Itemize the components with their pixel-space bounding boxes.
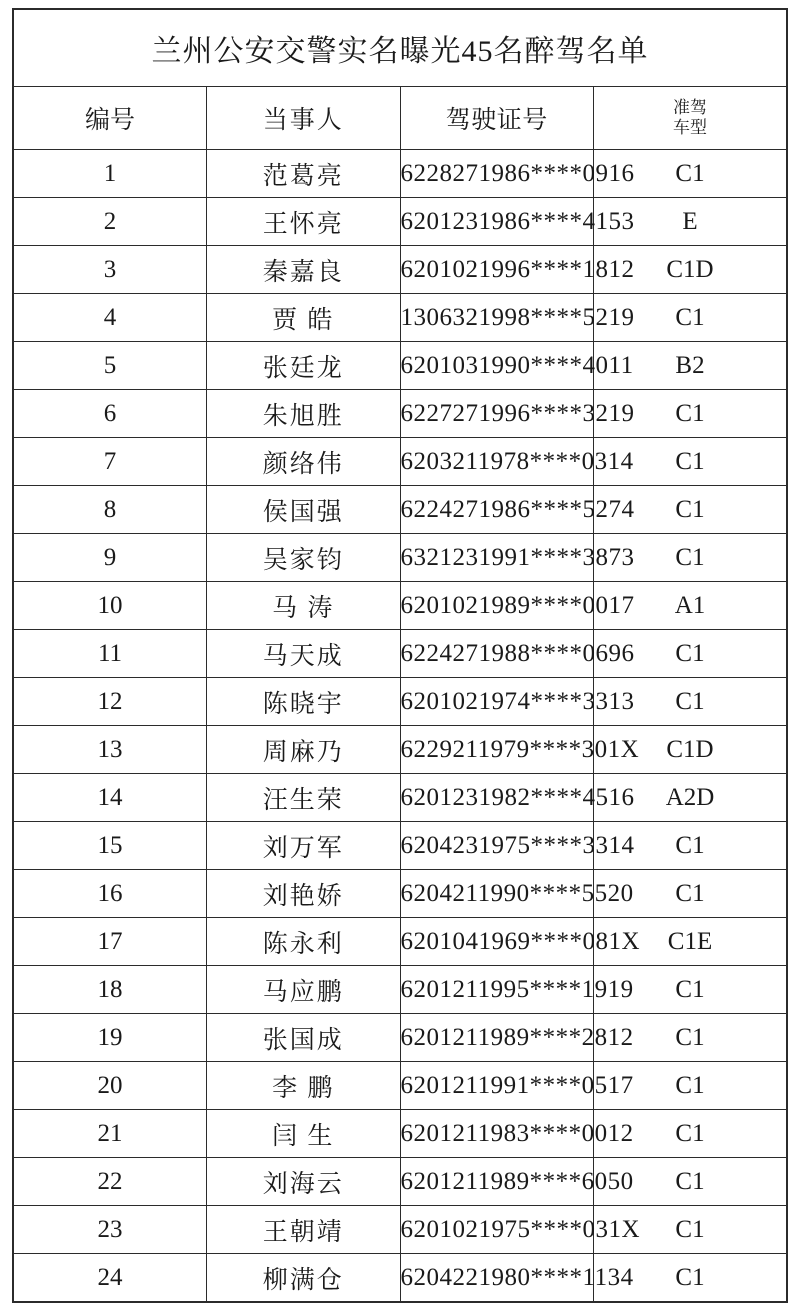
table-row — [13, 438, 787, 486]
cell-vehicle-type: C1 — [594, 390, 788, 438]
cell-id: 23 — [13, 1206, 207, 1254]
cell-name: 朱旭胜 — [207, 390, 401, 438]
cell-id: 10 — [13, 582, 207, 630]
cell-license: 6201231986****4153 — [400, 198, 594, 246]
cell-name: 汪生荣 — [207, 774, 401, 822]
cell-vehicle-type: C1 — [594, 630, 788, 678]
cell-id: 14 — [13, 774, 207, 822]
cell-id: 2 — [13, 198, 207, 246]
cell-license: 6321231991****3873 — [400, 534, 594, 582]
cell-id: 16 — [13, 870, 207, 918]
table-row — [13, 534, 787, 582]
cell-id: 19 — [13, 1014, 207, 1062]
cell-vehicle-type: C1 — [594, 1158, 788, 1206]
table-row — [13, 966, 787, 1014]
column-header-license: 驾驶证号 — [400, 87, 594, 150]
table-row — [13, 1254, 787, 1303]
table-row — [13, 1014, 787, 1062]
cell-license: 6228271986****0916 — [400, 150, 594, 198]
cell-license: 6227271996****3219 — [400, 390, 594, 438]
cell-license: 1306321998****5219 — [400, 294, 594, 342]
table-row — [13, 918, 787, 966]
cell-vehicle-type: C1 — [594, 294, 788, 342]
table-row — [13, 486, 787, 534]
cell-vehicle-type: C1 — [594, 150, 788, 198]
cell-license: 6201211995****1919 — [400, 966, 594, 1014]
cell-vehicle-type: C1 — [594, 1062, 788, 1110]
cell-id: 7 — [13, 438, 207, 486]
cell-name: 陈永利 — [207, 918, 401, 966]
cell-license: 6204211990****5520 — [400, 870, 594, 918]
cell-name: 刘海云 — [207, 1158, 401, 1206]
cell-name: 张国成 — [207, 1014, 401, 1062]
cell-license: 6224271988****0696 — [400, 630, 594, 678]
cell-vehicle-type: C1 — [594, 438, 788, 486]
cell-id: 22 — [13, 1158, 207, 1206]
table-row — [13, 342, 787, 390]
table-row — [13, 630, 787, 678]
cell-id: 18 — [13, 966, 207, 1014]
table-row — [13, 582, 787, 630]
cell-license: 6201211991****0517 — [400, 1062, 594, 1110]
cell-id: 9 — [13, 534, 207, 582]
cell-name: 马应鹏 — [207, 966, 401, 1014]
table-row — [13, 1206, 787, 1254]
cell-name: 闫 生 — [207, 1110, 401, 1158]
cell-name: 贾 皓 — [207, 294, 401, 342]
cell-vehicle-type: C1E — [594, 918, 788, 966]
cell-name: 范葛亮 — [207, 150, 401, 198]
cell-name: 马 涛 — [207, 582, 401, 630]
cell-id: 20 — [13, 1062, 207, 1110]
cell-name: 张廷龙 — [207, 342, 401, 390]
cell-name: 陈晓宇 — [207, 678, 401, 726]
cell-vehicle-type: C1 — [594, 1014, 788, 1062]
cell-name: 柳满仓 — [207, 1254, 401, 1303]
cell-vehicle-type: C1 — [594, 1110, 788, 1158]
table-row — [13, 774, 787, 822]
cell-vehicle-type: C1D — [594, 726, 788, 774]
cell-id: 11 — [13, 630, 207, 678]
cell-name: 刘万军 — [207, 822, 401, 870]
cell-vehicle-type: C1 — [594, 822, 788, 870]
cell-vehicle-type: A1 — [594, 582, 788, 630]
cell-vehicle-type: C1D — [594, 246, 788, 294]
table-row — [13, 1062, 787, 1110]
table-row — [13, 870, 787, 918]
cell-license: 6201041969****081X — [400, 918, 594, 966]
cell-name: 王怀亮 — [207, 198, 401, 246]
cell-id: 1 — [13, 150, 207, 198]
cell-id: 13 — [13, 726, 207, 774]
cell-license: 6201021974****3313 — [400, 678, 594, 726]
cell-vehicle-type: C1 — [594, 678, 788, 726]
table-row — [13, 678, 787, 726]
cell-id: 17 — [13, 918, 207, 966]
drunk-driving-exposure-table — [12, 8, 788, 1303]
cell-name: 侯国强 — [207, 486, 401, 534]
cell-license: 6201211989****2812 — [400, 1014, 594, 1062]
cell-license: 6229211979****301X — [400, 726, 594, 774]
column-header-id: 编号 — [13, 87, 207, 150]
column-header-vehicle-type-line1: 准驾 — [673, 98, 707, 118]
cell-name: 马天成 — [207, 630, 401, 678]
page-title: 兰州公安交警实名曝光45名醉驾名单 — [13, 9, 787, 87]
table-row — [13, 294, 787, 342]
cell-id: 24 — [13, 1254, 207, 1303]
cell-license: 6204221980****1134 — [400, 1254, 594, 1303]
cell-vehicle-type: A2D — [594, 774, 788, 822]
cell-license: 6201021996****1812 — [400, 246, 594, 294]
cell-name: 王朝靖 — [207, 1206, 401, 1254]
table-row — [13, 390, 787, 438]
cell-name: 颜络伟 — [207, 438, 401, 486]
cell-name: 李 鹏 — [207, 1062, 401, 1110]
cell-name: 周麻乃 — [207, 726, 401, 774]
cell-license: 6201031990****4011 — [400, 342, 594, 390]
cell-vehicle-type: B2 — [594, 342, 788, 390]
cell-name: 吴家钧 — [207, 534, 401, 582]
cell-license: 6201021975****031X — [400, 1206, 594, 1254]
cell-name: 刘艳娇 — [207, 870, 401, 918]
table-row — [13, 246, 787, 294]
cell-id: 4 — [13, 294, 207, 342]
cell-license: 6224271986****5274 — [400, 486, 594, 534]
cell-id: 8 — [13, 486, 207, 534]
cell-license: 6201231982****4516 — [400, 774, 594, 822]
cell-vehicle-type: C1 — [594, 1206, 788, 1254]
table-row — [13, 726, 787, 774]
table-row — [13, 150, 787, 198]
cell-license: 6203211978****0314 — [400, 438, 594, 486]
title-row — [13, 9, 787, 87]
column-header-vehicle-type-line2: 车型 — [673, 118, 707, 137]
cell-id: 5 — [13, 342, 207, 390]
cell-id: 12 — [13, 678, 207, 726]
cell-vehicle-type: C1 — [594, 534, 788, 582]
cell-vehicle-type: C1 — [594, 966, 788, 1014]
column-header-vehicle-type — [594, 87, 788, 150]
table-row — [13, 822, 787, 870]
cell-vehicle-type: C1 — [594, 870, 788, 918]
table-row — [13, 198, 787, 246]
cell-license: 6201211983****0012 — [400, 1110, 594, 1158]
cell-license: 6201021989****0017 — [400, 582, 594, 630]
cell-license: 6201211989****6050 — [400, 1158, 594, 1206]
table-row — [13, 1110, 787, 1158]
cell-license: 6204231975****3314 — [400, 822, 594, 870]
cell-vehicle-type: C1 — [594, 1254, 788, 1303]
table-body — [13, 9, 787, 1302]
cell-id: 3 — [13, 246, 207, 294]
table-row — [13, 1158, 787, 1206]
cell-vehicle-type: C1 — [594, 486, 788, 534]
cell-name: 秦嘉良 — [207, 246, 401, 294]
column-header-name: 当事人 — [207, 87, 401, 150]
cell-vehicle-type: E — [594, 198, 788, 246]
cell-id: 15 — [13, 822, 207, 870]
cell-id: 6 — [13, 390, 207, 438]
header-row — [13, 87, 787, 150]
cell-id: 21 — [13, 1110, 207, 1158]
